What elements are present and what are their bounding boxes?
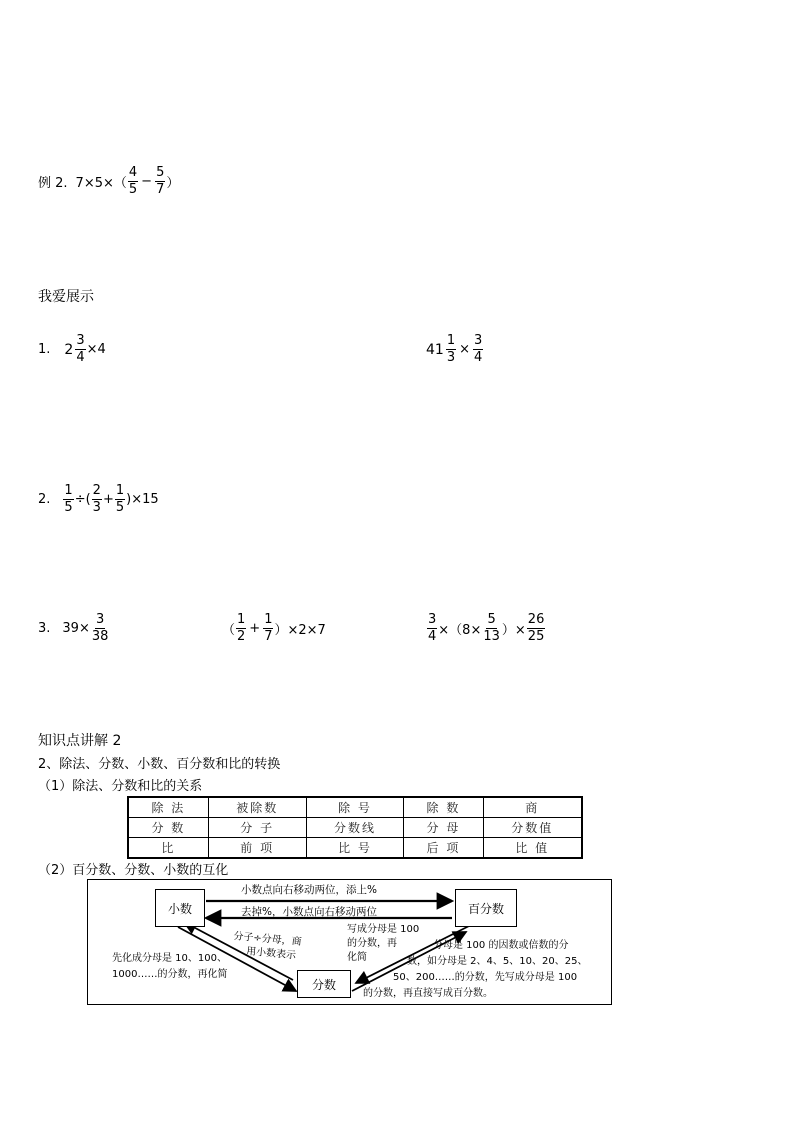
numerator: 1 [115,483,125,498]
table-cell: 比 值 [483,838,582,859]
fraction [75,334,85,365]
table-cell: 比 号 [306,838,404,859]
knowledge-part-2: （2）百分数、分数、小数的互化 [38,863,229,878]
label-line: 先化成分母是 10、100、 [112,953,227,964]
numerator: 4 [128,165,138,180]
table-cell: 分 子 [208,818,306,838]
fraction [128,166,138,197]
denominator: 3 [92,500,101,515]
fraction [446,334,456,365]
problem-3a [38,613,110,644]
numerator: 2 [92,483,101,498]
node-decimal: 小数 [155,889,205,927]
label-line: 数，如分母是 2、4、5、10、20、25、 [407,956,588,967]
example-label: 例 2. [38,176,68,191]
numerator: 1 [64,483,73,498]
whole-part: 2 [64,341,74,358]
fraction [263,613,273,644]
section-title-show: 我爱展示 [38,289,94,305]
table-cell: 除 数 [404,797,483,818]
relation-table [127,796,583,859]
denominator: 5 [64,500,73,515]
label-line: 写成分母是 100 [347,924,420,935]
table-cell: 被除数 [208,797,306,818]
denominator: 25 [527,629,545,644]
numerator: 1 [237,612,246,627]
problem-label: 3. [38,621,51,636]
fraction [427,613,437,644]
paren-open: （ [222,623,236,638]
operator: + [249,621,261,636]
numerator: 3 [474,333,483,348]
label-line: 的分数，再直接写成百分数。 [363,988,493,999]
problem-label: 2. [38,492,51,507]
denominator: 5 [115,500,125,515]
table-cell: 比 [128,838,208,859]
denominator: 4 [428,629,437,644]
node-fraction: 分数 [297,970,351,998]
label-line: 50、200……的分数，先写成分母是 100 [393,972,578,983]
whole-part: 41 [426,341,444,358]
fraction [63,484,73,515]
numerator: 1 [446,333,456,348]
label-fraction-to-decimal [232,930,303,964]
fraction [236,613,246,644]
label-bottom-arrow: 去掉%，小数点向右移动两位 [241,906,377,918]
table-cell: 分数值 [483,818,582,838]
label-top-arrow: 小数点向右移动两位，添上% [241,884,377,896]
fraction [155,166,165,197]
fraction [92,484,102,515]
operator: ÷( [74,492,91,507]
table-cell: 除 法 [128,797,208,818]
denominator: 3 [446,350,456,365]
example-2 [38,166,179,197]
knowledge-part-1: （1）除法、分数和比的关系 [38,779,203,794]
denominator: 7 [156,182,165,197]
denominator: 4 [76,350,85,365]
denominator: 5 [128,182,138,197]
problem-3c [426,613,546,644]
numerator: 5 [156,165,165,180]
label-line: 化简 [347,952,367,963]
numerator: 1 [264,612,273,627]
problem-1b [426,334,484,365]
node-percent: 百分数 [455,889,517,927]
label-line: 1000……的分数，再化简 [112,969,228,980]
expr-rest: ×4 [86,342,106,357]
expr-rest: ）×2×7 [274,623,326,638]
problem-3b [222,613,326,644]
expr-rest: )×15 [126,492,159,507]
table-cell: 分数线 [306,818,404,838]
table-row [128,818,582,838]
label-decimal-to-fraction [112,951,227,983]
expr-close: ）× [501,623,526,638]
denominator: 7 [264,629,273,644]
expr-prefix: 7×5×（ [75,176,127,191]
label-line: 分子÷分母，商 [232,930,303,948]
numerator: 3 [428,612,437,627]
expr-suffix: ） [166,176,180,191]
expr-mid: ×（8× [438,623,482,638]
label-fraction-to-percent [361,938,587,1002]
table-cell: 商 [483,797,582,818]
table-cell: 分 数 [128,818,208,838]
fraction [527,613,546,644]
denominator: 4 [474,350,483,365]
fraction [115,484,125,515]
knowledge-subtitle: 2、除法、分数、小数、百分数和比的转换 [38,757,281,772]
problem-1a [38,334,106,365]
fraction [91,613,110,644]
operator: × [459,342,471,357]
label-line: 的分数，再 [347,938,397,949]
numerator: 5 [487,612,496,627]
denominator: 13 [483,629,500,644]
operator: + [102,492,114,507]
numerator: 26 [527,612,545,627]
table-row [128,838,582,859]
label-line: 用小数表示 [245,946,297,962]
knowledge-title: 知识点讲解 2 [38,733,122,749]
table-cell: 分 母 [404,818,483,838]
conversion-diagram [87,879,612,1005]
numerator: 3 [95,612,105,627]
label-line: 分母是 100 的因数或倍数的分 [433,940,569,951]
denominator: 2 [237,629,246,644]
table-row [128,797,582,818]
table-cell: 后 项 [404,838,483,859]
operator: − [141,174,153,189]
table-cell: 除 号 [306,797,404,818]
denominator: 38 [91,629,109,644]
problem-2 [38,484,159,515]
fraction [473,334,483,365]
numerator: 3 [76,333,85,348]
expr-prefix: 39× [62,621,90,636]
table-cell: 前 项 [208,838,306,859]
fraction [482,613,501,644]
problem-label: 1. [38,342,51,357]
